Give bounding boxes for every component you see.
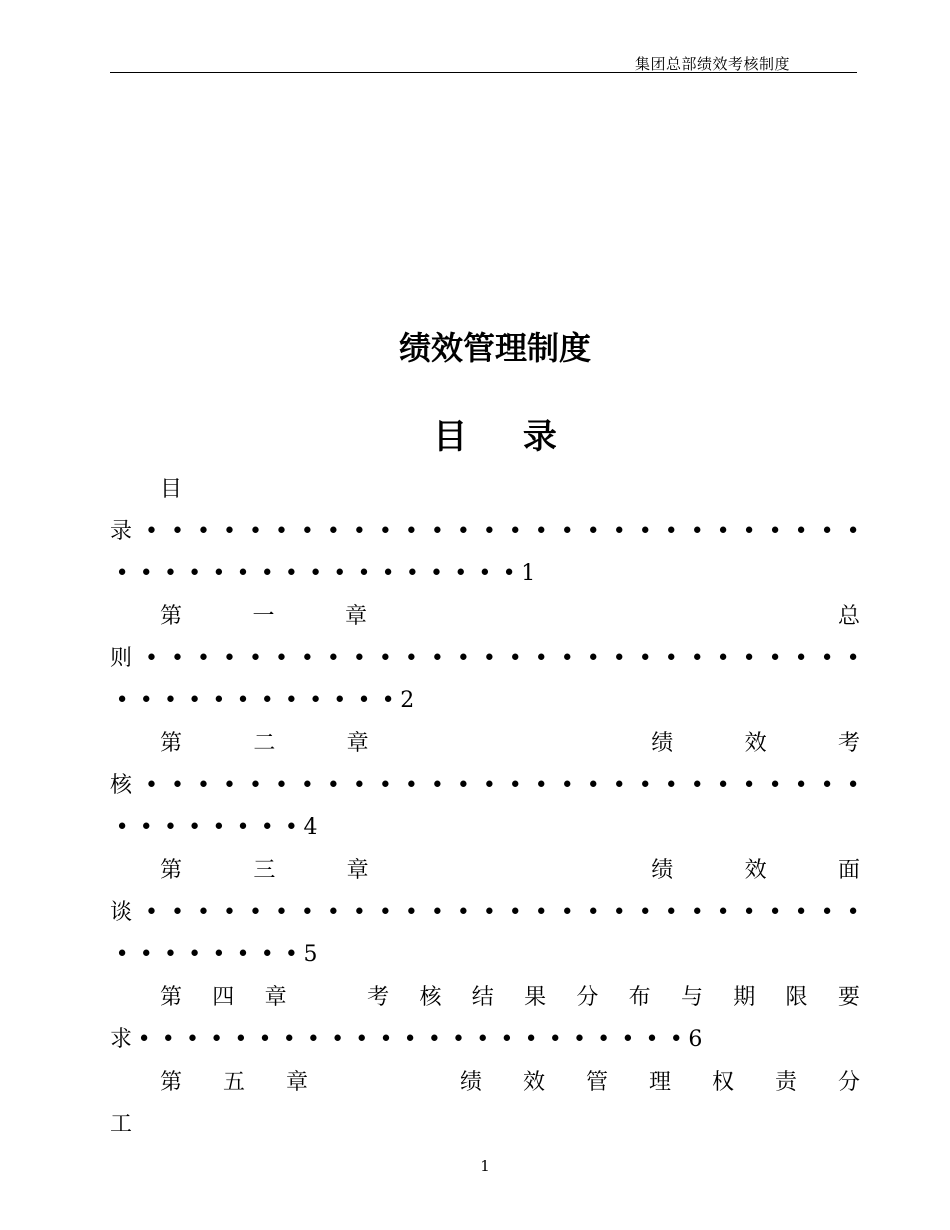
leader-dot: • bbox=[378, 900, 392, 925]
toc-char: 五 bbox=[223, 1070, 246, 1095]
leader-dot: • bbox=[638, 773, 652, 798]
leader-dot: • bbox=[300, 900, 314, 925]
leader-dot: • bbox=[820, 646, 834, 671]
leader-dot: • bbox=[482, 900, 496, 925]
header-title: 集团总部绩效考核制度 bbox=[634, 55, 790, 73]
leader-dot: • bbox=[403, 1027, 417, 1052]
leader-dot: • bbox=[404, 900, 418, 925]
leader-dot: • bbox=[534, 900, 548, 925]
leader-dot: • bbox=[196, 646, 210, 671]
toc-char: 考 bbox=[367, 985, 390, 1010]
leader-dot: • bbox=[222, 900, 236, 925]
leader-dot: • bbox=[524, 1027, 538, 1052]
toc-char: 第 bbox=[160, 604, 183, 629]
leader-dot: • bbox=[664, 519, 678, 544]
leader-dot: • bbox=[560, 900, 574, 925]
leader-dot: • bbox=[352, 900, 366, 925]
toc-char: 管 bbox=[585, 1070, 608, 1095]
toc-char: 绩 bbox=[651, 858, 674, 883]
page-number: 1 bbox=[480, 1157, 490, 1175]
leader-dot: • bbox=[768, 519, 782, 544]
toc-leader-dots bbox=[110, 815, 304, 840]
toc-char: 要 bbox=[837, 985, 860, 1010]
toc-char: 限 bbox=[785, 985, 808, 1010]
leader-dot: • bbox=[355, 1027, 369, 1052]
leader-dot: • bbox=[645, 1027, 659, 1052]
leader-dot: • bbox=[352, 646, 366, 671]
leader-dot: • bbox=[560, 646, 574, 671]
leader-dot: • bbox=[260, 942, 274, 967]
leader-dot: • bbox=[222, 646, 236, 671]
toc-char: 效 bbox=[744, 858, 767, 883]
leader-dot: • bbox=[476, 1027, 490, 1052]
leader-dot: • bbox=[326, 900, 340, 925]
leader-dot: • bbox=[690, 773, 704, 798]
toc-char: 分 bbox=[837, 1070, 860, 1095]
toc-char: 与 bbox=[680, 985, 703, 1010]
leader-dot: • bbox=[274, 900, 288, 925]
leader-dot: • bbox=[690, 646, 704, 671]
toc-entry-0-line-1 bbox=[160, 470, 182, 510]
leader-dot: • bbox=[234, 1027, 248, 1052]
toc-char: 绩 bbox=[459, 1070, 482, 1095]
leader-dot: • bbox=[794, 900, 808, 925]
toc-entry-0-line-2 bbox=[110, 512, 860, 552]
toc-entry-5-line-1 bbox=[160, 1063, 860, 1103]
leader-dot: • bbox=[508, 646, 522, 671]
leader-dot: • bbox=[210, 1027, 224, 1052]
leader-dot: • bbox=[534, 519, 548, 544]
leader-dot: • bbox=[534, 773, 548, 798]
leader-dot: • bbox=[212, 942, 226, 967]
leader-dot: • bbox=[274, 519, 288, 544]
leader-dot: • bbox=[139, 561, 153, 586]
leader-dot: • bbox=[716, 519, 730, 544]
leader-dot: • bbox=[145, 773, 158, 798]
leader-dot: • bbox=[768, 900, 782, 925]
leader-dot: • bbox=[145, 646, 158, 671]
leader-dot: • bbox=[357, 688, 371, 713]
toc-page-number: 1 bbox=[521, 561, 536, 586]
leader-dot: • bbox=[326, 519, 340, 544]
leader-dot: • bbox=[427, 1027, 441, 1052]
leader-dot: • bbox=[378, 773, 392, 798]
leader-dot: • bbox=[456, 646, 470, 671]
leader-dot: • bbox=[597, 1027, 611, 1052]
leader-dot: • bbox=[404, 519, 418, 544]
toc-char: 布 bbox=[628, 985, 651, 1010]
leader-dot: • bbox=[137, 1027, 151, 1052]
leader-dot: • bbox=[586, 900, 600, 925]
leader-dot: • bbox=[664, 773, 678, 798]
toc-entry-1-line-2 bbox=[110, 639, 860, 679]
leader-dot: • bbox=[284, 815, 298, 840]
leader-dot: • bbox=[188, 688, 202, 713]
leader-dot: • bbox=[300, 646, 314, 671]
leader-dot: • bbox=[430, 900, 444, 925]
toc-char: 效 bbox=[744, 731, 767, 756]
leader-dot: • bbox=[300, 519, 314, 544]
leader-dot: • bbox=[196, 519, 210, 544]
toc-char: 考 bbox=[837, 731, 860, 756]
leader-dot: • bbox=[508, 773, 522, 798]
leader-dot: • bbox=[621, 1027, 635, 1052]
leader-dot: • bbox=[333, 561, 347, 586]
leader-dot: • bbox=[820, 519, 834, 544]
toc-char: 章 bbox=[346, 858, 369, 883]
toc-page-number: 5 bbox=[303, 942, 318, 967]
leader-dot: • bbox=[260, 561, 274, 586]
toc-entry-label: 谈 bbox=[110, 900, 133, 925]
leader-dot: • bbox=[326, 773, 340, 798]
leader-dot: • bbox=[145, 519, 158, 544]
leader-dot: • bbox=[482, 646, 496, 671]
toc-char: 第 bbox=[160, 858, 183, 883]
leader-dot: • bbox=[612, 900, 626, 925]
toc-entry-1-line-1 bbox=[160, 597, 860, 637]
leader-dot: • bbox=[379, 1027, 393, 1052]
leader-dot: • bbox=[560, 519, 574, 544]
leader-dot: • bbox=[274, 773, 288, 798]
leader-dot: • bbox=[139, 688, 153, 713]
leader-dot: • bbox=[274, 646, 288, 671]
toc-entry-2-line-3 bbox=[110, 808, 318, 848]
toc-entry-0-line-3 bbox=[110, 554, 535, 594]
leader-dot: • bbox=[331, 1027, 345, 1052]
leader-dot: • bbox=[742, 646, 756, 671]
toc-char: 章 bbox=[345, 604, 368, 629]
leader-dot: • bbox=[115, 688, 129, 713]
toc-entry-label: 录 bbox=[110, 519, 133, 544]
leader-dot: • bbox=[381, 561, 395, 586]
leader-dot: • bbox=[212, 815, 226, 840]
leader-dot: • bbox=[846, 646, 860, 671]
leader-dot: • bbox=[482, 519, 496, 544]
leader-dot: • bbox=[163, 942, 177, 967]
leader-dot: • bbox=[768, 773, 782, 798]
leader-dot: • bbox=[115, 815, 129, 840]
leader-dot: • bbox=[309, 688, 323, 713]
leader-dot: • bbox=[357, 561, 371, 586]
toc-char: 果 bbox=[524, 985, 547, 1010]
toc-char: 理 bbox=[648, 1070, 671, 1095]
leader-dot: • bbox=[716, 773, 730, 798]
leader-dot: • bbox=[381, 688, 395, 713]
leader-dot: • bbox=[638, 646, 652, 671]
leader-dot: • bbox=[430, 646, 444, 671]
leader-dot: • bbox=[248, 519, 262, 544]
leader-dot: • bbox=[612, 646, 626, 671]
leader-dot: • bbox=[139, 815, 153, 840]
leader-dot: • bbox=[612, 519, 626, 544]
toc-heading: 目 录 bbox=[433, 417, 579, 457]
leader-dot: • bbox=[508, 900, 522, 925]
leader-dot: • bbox=[284, 561, 298, 586]
toc-entry-3-line-2 bbox=[110, 893, 860, 933]
leader-dot: • bbox=[248, 773, 262, 798]
leader-dot: • bbox=[115, 942, 129, 967]
leader-dot: • bbox=[820, 900, 834, 925]
toc-entry-5-line-2 bbox=[110, 1105, 132, 1145]
leader-dot: • bbox=[430, 561, 444, 586]
leader-dot: • bbox=[139, 942, 153, 967]
leader-dot: • bbox=[284, 942, 298, 967]
toc-entry-label: 工 bbox=[110, 1112, 133, 1137]
leader-dot: • bbox=[185, 1027, 199, 1052]
toc-char: 责 bbox=[774, 1070, 797, 1095]
leader-dot: • bbox=[560, 773, 574, 798]
toc-char: 一 bbox=[252, 604, 275, 629]
toc-char: 结 bbox=[471, 985, 494, 1010]
leader-dot: • bbox=[742, 773, 756, 798]
leader-dot: • bbox=[171, 646, 184, 671]
leader-dot: • bbox=[716, 900, 730, 925]
leader-dot: • bbox=[248, 646, 262, 671]
leader-dot: • bbox=[534, 646, 548, 671]
toc-char: 权 bbox=[711, 1070, 734, 1095]
leader-dot: • bbox=[196, 900, 210, 925]
leader-dot: • bbox=[222, 519, 236, 544]
leader-dot: • bbox=[846, 519, 860, 544]
leader-dot: • bbox=[378, 646, 392, 671]
leader-dot: • bbox=[690, 519, 704, 544]
leader-dot: • bbox=[794, 646, 808, 671]
leader-dot: • bbox=[690, 900, 704, 925]
toc-char: 期 bbox=[733, 985, 756, 1010]
leader-dot: • bbox=[456, 773, 470, 798]
leader-dot: • bbox=[638, 900, 652, 925]
toc-char: 面 bbox=[837, 858, 860, 883]
toc-page-number: 2 bbox=[400, 688, 415, 713]
leader-dot: • bbox=[260, 688, 274, 713]
leader-dot: • bbox=[404, 646, 418, 671]
toc-char: 章 bbox=[346, 731, 369, 756]
leader-dot: • bbox=[586, 646, 600, 671]
leader-dot: • bbox=[456, 519, 470, 544]
toc-entry-2-line-2 bbox=[110, 766, 860, 806]
toc-char: 分 bbox=[576, 985, 599, 1010]
toc-page-number: 4 bbox=[303, 815, 318, 840]
leader-dot: • bbox=[430, 519, 444, 544]
leader-dot: • bbox=[352, 773, 366, 798]
toc-char: 总 bbox=[837, 604, 860, 629]
leader-dot: • bbox=[188, 815, 202, 840]
leader-dot: • bbox=[236, 942, 250, 967]
toc-char: 四 bbox=[212, 985, 235, 1010]
leader-dot: • bbox=[794, 519, 808, 544]
leader-dot: • bbox=[258, 1027, 272, 1052]
toc-entry-label: 求 bbox=[110, 1027, 133, 1052]
toc-char: 章 bbox=[286, 1070, 309, 1095]
leader-dot: • bbox=[236, 688, 250, 713]
leader-dot: • bbox=[212, 561, 226, 586]
leader-dot: • bbox=[236, 561, 250, 586]
leader-dot: • bbox=[378, 519, 392, 544]
leader-dot: • bbox=[188, 561, 202, 586]
leader-dot: • bbox=[404, 773, 418, 798]
leader-dot: • bbox=[161, 1027, 175, 1052]
leader-dot: • bbox=[145, 900, 158, 925]
toc-char: 效 bbox=[522, 1070, 545, 1095]
leader-dot: • bbox=[846, 900, 860, 925]
leader-dot: • bbox=[638, 519, 652, 544]
leader-dot: • bbox=[333, 688, 347, 713]
toc-entry-3-line-3 bbox=[110, 935, 318, 975]
leader-dot: • bbox=[500, 1027, 514, 1052]
leader-dot: • bbox=[742, 900, 756, 925]
toc-char: 第 bbox=[160, 985, 183, 1010]
toc-page-number: 6 bbox=[688, 1027, 703, 1052]
leader-dot: • bbox=[284, 688, 298, 713]
leader-dot: • bbox=[482, 773, 496, 798]
leader-dot: • bbox=[163, 688, 177, 713]
leader-dot: • bbox=[171, 773, 184, 798]
toc-entry-4-line-1 bbox=[160, 978, 860, 1018]
toc-char: 第 bbox=[160, 731, 183, 756]
leader-dot: • bbox=[478, 561, 492, 586]
toc-leader-dots bbox=[132, 1027, 688, 1052]
toc-leader-dots bbox=[110, 561, 521, 586]
toc-char: 二 bbox=[253, 731, 276, 756]
leader-dot: • bbox=[716, 646, 730, 671]
leader-dot: • bbox=[820, 773, 834, 798]
leader-dot: • bbox=[508, 519, 522, 544]
leader-dot: • bbox=[171, 900, 184, 925]
leader-dot: • bbox=[742, 519, 756, 544]
leader-dot: • bbox=[664, 646, 678, 671]
leader-dot: • bbox=[430, 773, 444, 798]
leader-dot: • bbox=[454, 561, 468, 586]
leader-dot: • bbox=[768, 646, 782, 671]
header-rule bbox=[110, 72, 857, 73]
toc-leader-dots bbox=[110, 688, 400, 713]
leader-dot: • bbox=[188, 942, 202, 967]
toc-char: 绩 bbox=[651, 731, 674, 756]
toc-char: 第 bbox=[160, 1070, 183, 1095]
leader-dot: • bbox=[282, 1027, 296, 1052]
leader-dot: • bbox=[115, 561, 129, 586]
leader-dot: • bbox=[572, 1027, 586, 1052]
leader-dot: • bbox=[196, 773, 210, 798]
leader-dot: • bbox=[212, 688, 226, 713]
leader-dot: • bbox=[171, 519, 184, 544]
toc-entry-label: 则 bbox=[110, 646, 133, 671]
leader-dot: • bbox=[163, 815, 177, 840]
leader-dot: • bbox=[664, 900, 678, 925]
leader-dot: • bbox=[586, 773, 600, 798]
leader-dot: • bbox=[326, 646, 340, 671]
toc-leader-dots bbox=[110, 942, 304, 967]
leader-dot: • bbox=[306, 1027, 320, 1052]
leader-dot: • bbox=[456, 900, 470, 925]
leader-dot: • bbox=[352, 519, 366, 544]
toc-entry-2-line-1 bbox=[160, 724, 860, 764]
leader-dot: • bbox=[248, 900, 262, 925]
toc-char: 章 bbox=[264, 985, 287, 1010]
leader-dot: • bbox=[586, 519, 600, 544]
toc-char: 三 bbox=[253, 858, 276, 883]
toc-entry-1-line-3 bbox=[110, 681, 414, 721]
toc-entry-label: 目 bbox=[160, 477, 183, 502]
leader-dot: • bbox=[669, 1027, 683, 1052]
leader-dot: • bbox=[163, 561, 177, 586]
leader-dot: • bbox=[846, 773, 860, 798]
leader-dot: • bbox=[612, 773, 626, 798]
leader-dot: • bbox=[260, 815, 274, 840]
leader-dot: • bbox=[452, 1027, 466, 1052]
leader-dot: • bbox=[405, 561, 419, 586]
toc-entry-label: 核 bbox=[110, 773, 133, 798]
leader-dot: • bbox=[794, 773, 808, 798]
toc-entry-3-line-1 bbox=[160, 851, 860, 891]
leader-dot: • bbox=[300, 773, 314, 798]
leader-dot: • bbox=[502, 561, 516, 586]
toc-entry-4-line-2 bbox=[110, 1020, 702, 1060]
leader-dot: • bbox=[309, 561, 323, 586]
leader-dot: • bbox=[222, 773, 236, 798]
toc-char: 核 bbox=[419, 985, 442, 1010]
leader-dot: • bbox=[548, 1027, 562, 1052]
document-title: 绩效管理制度 bbox=[398, 329, 591, 367]
leader-dot: • bbox=[236, 815, 250, 840]
